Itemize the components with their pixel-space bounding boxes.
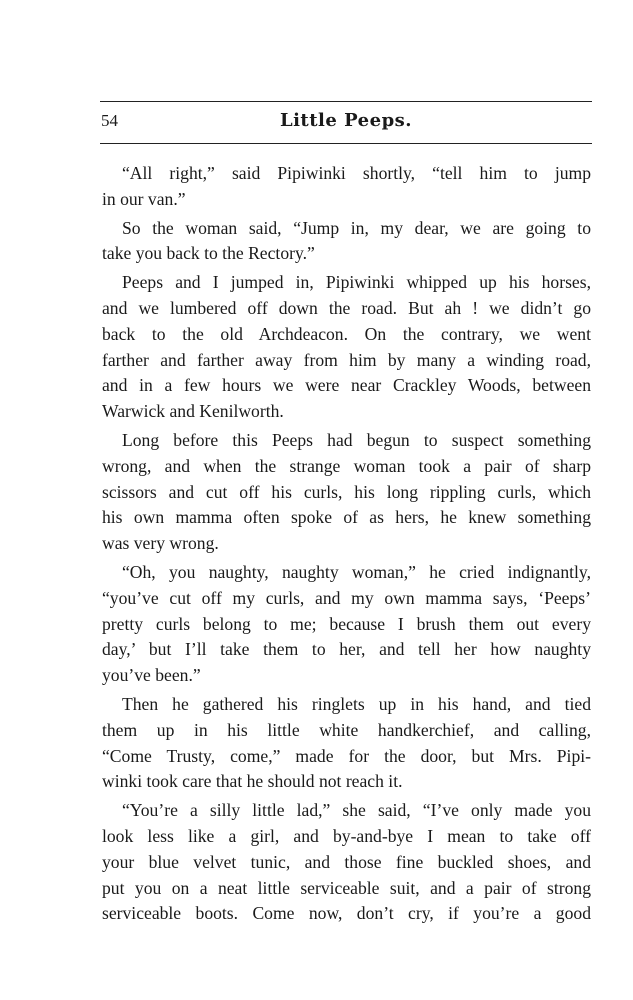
text-line: scissors and cut off his curls, his long rippling curls, which (102, 481, 591, 502)
paragraph (102, 560, 591, 689)
text-line: “You’re a silly little lad,” she said, “I’ve only made you (122, 800, 591, 821)
paragraph (102, 798, 591, 927)
text-line: put you on a neat little serviceable suit, and a pair of strong (102, 877, 591, 898)
paragraph (102, 161, 591, 213)
text-line: Peeps and I jumped in, Pipiwinki whipped up his horses, (122, 272, 591, 293)
paragraph (102, 216, 591, 268)
text-line: Long before this Peeps had begun to suspect something (122, 429, 591, 450)
text-line: day,’ but I’ll take them to her, and tell her how naughty (102, 639, 591, 660)
text-line: them up in his little white handkerchief, and calling, (102, 719, 591, 740)
body-text (102, 161, 591, 930)
text-line: “Oh, you naughty, naughty woman,” he cried indignantly, (122, 561, 591, 582)
text-line: and we lumbered off down the road. But ah ! we didn’t go (102, 297, 591, 318)
page-number: 54 (101, 111, 118, 130)
text-line: pretty curls belong to me; because I brush them out every (102, 613, 591, 634)
text-line: in our van.” (102, 188, 186, 209)
text-line: take you back to the Rectory.” (102, 243, 315, 264)
text-line: was very wrong. (102, 533, 219, 554)
paragraph (102, 270, 591, 425)
text-line: So the woman said, “Jump in, my dear, we are going to (122, 217, 591, 238)
text-line: your blue velvet tunic, and those fine buckled shoes, and (102, 851, 591, 872)
text-line: “All right,” said Pipiwinki shortly, “tell him to jump (122, 163, 591, 183)
text-line: look less like a girl, and by-and-bye I mean to take off (102, 825, 591, 846)
text-line: “you’ve cut off my curls, and my own mamma says, ‘Peeps’ (102, 587, 591, 608)
text-line: back to the old Archdeacon. On the contrary, we went (102, 323, 591, 344)
header-bottom-rule (100, 143, 592, 144)
running-title: Little Peeps. (279, 110, 413, 131)
text-line: and in a few hours we were near Crackley Woods, between (102, 375, 591, 396)
paragraph (102, 428, 591, 557)
text-line: farther and farther away from him by many a winding road, (102, 349, 591, 370)
text-line: serviceable boots. Come now, don’t cry, if you’re a good (102, 903, 591, 924)
text-line: winki took care that he should not reach it. (102, 771, 403, 792)
text-line: Then he gathered his ringlets up in his hand, and tied (122, 693, 591, 714)
header-top-rule (100, 101, 592, 102)
text-line: Warwick and Kenilworth. (102, 401, 284, 422)
paragraph (102, 692, 591, 795)
text-line: “Come Trusty, come,” made for the door, but Mrs. Pipi- (102, 745, 591, 766)
text-line: wrong, and when the strange woman took a pair of sharp (102, 455, 591, 476)
text-line: his own mamma often spoke of as hers, he knew something (102, 507, 591, 528)
text-line: you’ve been.” (102, 665, 201, 686)
